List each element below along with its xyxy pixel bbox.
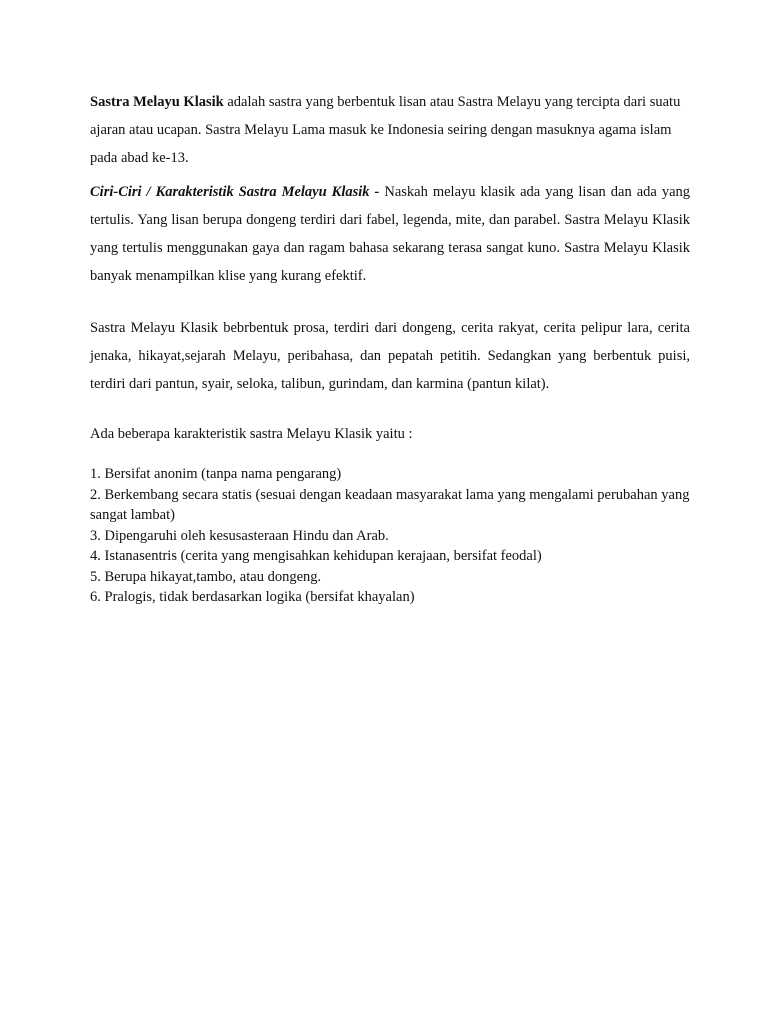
- list-item: 6. Pralogis, tidak berdasarkan logika (bersifat khayalan): [90, 589, 415, 605]
- list-item: 1. Bersifat anonim (tanpa nama pengarang): [90, 466, 342, 482]
- intro-paragraph: [90, 88, 690, 172]
- intro-text: adalah sastra yang berbentuk lisan atau Sastra Melayu yang tercipta dari suatu ajaran atau ucapan. Sastra Melayu Lama masuk ke Indonesia seiring dengan masuknya agama islam pada abad ke-13.: [90, 94, 681, 166]
- forms-paragraph: Sastra Melayu Klasik bebrbentuk prosa, terdiri dari dongeng, cerita rakyat, cerita pelipur lara, cerita jenaka, hikayat,sejarah Melayu, peribahasa, dan pepatah petitih. Sedangkan yang berbentuk puisi, terdiri dari pantun, syair, seloka, talibun, gurindam, dan karmina (pantun kilat).: [90, 320, 690, 392]
- document-page: [90, 88, 690, 608]
- list-item: 5. Berupa hikayat,tambo, atau dongeng.: [90, 568, 322, 585]
- intro-lead-term: Sastra Melayu Klasik: [90, 94, 224, 110]
- list-item: 4. Istanasentris (cerita yang mengisahkan kehidupan kerajaan, bersifat feodal): [90, 548, 542, 564]
- characteristics-intro-paragraph: [90, 178, 690, 290]
- list-item: 2. Berkembang secara statis (sesuai dengan keadaan masyarakat lama yang mengalami perubahan yang sangat lambat): [90, 486, 690, 523]
- characteristics-list: [90, 464, 690, 608]
- list-item: 3. Dipengaruhi oleh kesusasteraan Hindu dan Arab.: [90, 527, 389, 544]
- list-intro-paragraph: Ada beberapa karakteristik sastra Melayu Klasik yaitu :: [90, 426, 413, 442]
- characteristics-heading: Ciri-Ciri / Karakteristik Sastra Melayu Klasik -: [90, 184, 380, 200]
- characteristics-intro-text: Naskah melayu klasik ada yang lisan dan ada yang tertulis. Yang lisan berupa dongeng terdiri dari fabel, legenda, mite, dan parabel. Sastra Melayu Klasik yang tertulis menggunakan gaya dan ragam bahasa sekarang terasa sangat kuno. Sastra Melayu Klasik banyak menampilkan klise yang kurang efektif.: [90, 184, 690, 284]
